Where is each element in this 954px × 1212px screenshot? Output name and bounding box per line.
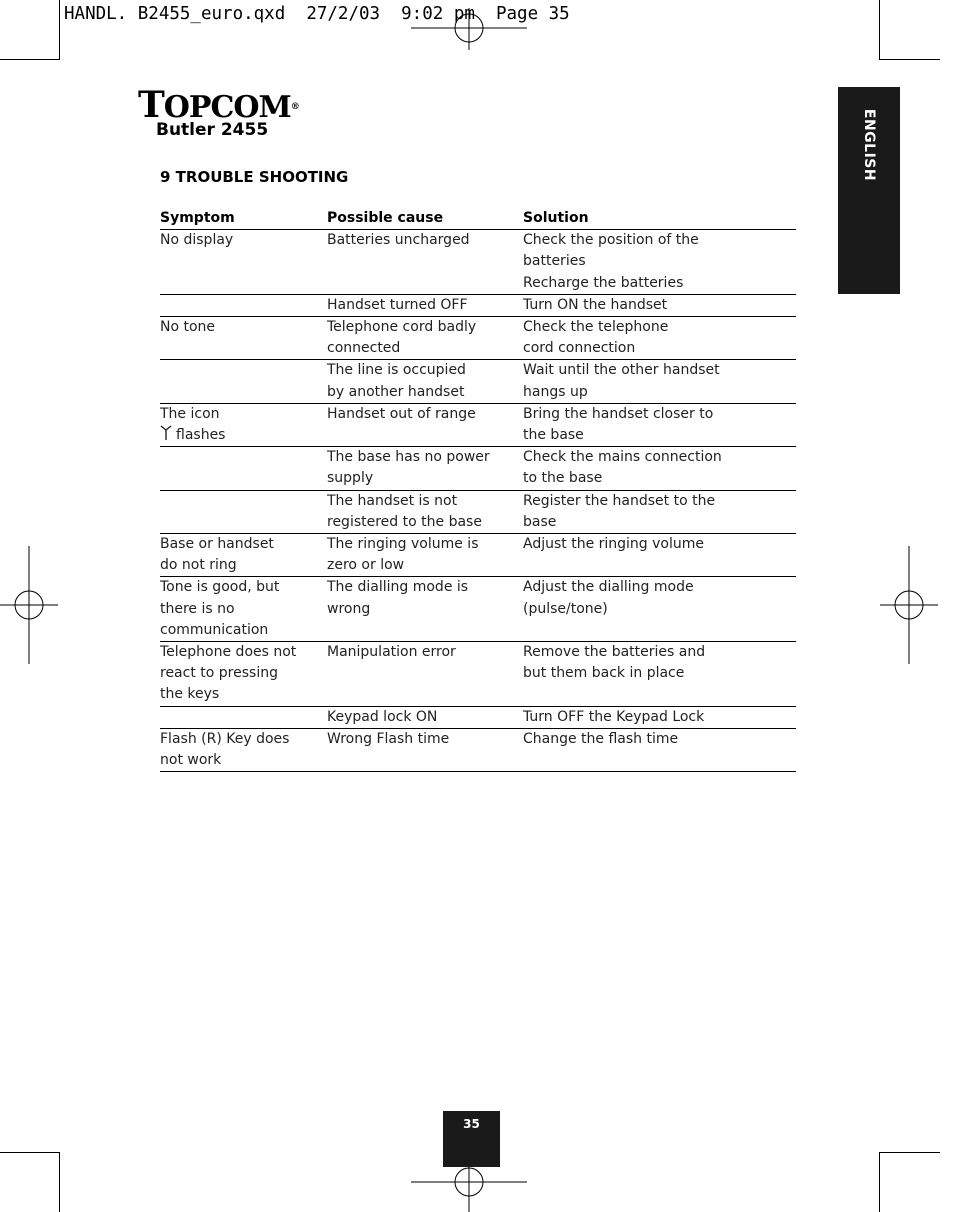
cell-line: Flash (R) Key does [160, 730, 290, 747]
cell-line: The ringing volume is [327, 536, 479, 553]
crop-mark [879, 0, 880, 60]
cell-line: hangs up [523, 383, 588, 400]
registration-mark-right [880, 546, 940, 664]
table-row [160, 577, 796, 642]
cell-cause [327, 230, 523, 295]
cell-cause [327, 706, 523, 728]
language-tab-label: ENGLISH [861, 108, 877, 182]
cell-line: Check the telephone [523, 319, 669, 336]
antenna-icon [160, 425, 172, 441]
cell-line: Base or handset [160, 536, 274, 553]
cell-solution [523, 317, 796, 360]
cell-cause [327, 577, 523, 642]
cell-line: by another handset [327, 383, 465, 400]
table-row [160, 294, 796, 316]
cell-line: react to pressing [160, 665, 278, 682]
cell-line: Handset out of range [327, 405, 476, 422]
table-row [160, 230, 796, 295]
cell-symptom [160, 230, 327, 295]
cell-symptom [160, 534, 327, 577]
cell-line: No display [160, 232, 234, 249]
cell-line: Check the mains connection [523, 449, 722, 466]
cell-solution [523, 490, 796, 533]
page-number: 35 [463, 1117, 480, 1131]
table-row [160, 317, 796, 360]
cell-line [160, 707, 327, 728]
table-row [160, 403, 796, 446]
cell-line: No tone [160, 319, 216, 336]
crop-mark [59, 1152, 60, 1212]
cell-line: base [523, 513, 557, 530]
cell-line: Keypad lock ON [327, 708, 438, 725]
crop-mark [880, 1152, 940, 1153]
table-row [160, 447, 796, 490]
cell-solution [523, 706, 796, 728]
brand-logo [138, 84, 299, 126]
cell-symptom [160, 360, 327, 403]
cell-line: the keys [160, 686, 220, 703]
page-number-box [443, 1111, 500, 1167]
cell-cause [327, 294, 523, 316]
column-header-solution: Solution [523, 207, 796, 230]
table-row [160, 706, 796, 728]
cell-line: Turn OFF the Keypad Lock [523, 708, 705, 725]
crop-mark [0, 59, 60, 60]
cell-line: batteries [523, 253, 586, 270]
cell-line: supply [327, 470, 374, 487]
cell-symptom [160, 577, 327, 642]
cell-line: The base has no power [327, 449, 490, 466]
cell-line: Recharge the batteries [523, 274, 684, 291]
cell-line: do not ring [160, 557, 237, 574]
language-tab [838, 87, 900, 294]
cell-symptom [160, 294, 327, 316]
column-header-symptom: Symptom [160, 207, 327, 230]
cell-solution [523, 294, 796, 316]
cell-line: Handset turned OFF [327, 296, 468, 313]
cell-line: Remove the batteries and [523, 644, 706, 661]
cell-line: Telephone does not [160, 644, 297, 661]
cell-symptom [160, 642, 327, 707]
cell-line: connected [327, 340, 401, 357]
cell-cause [327, 360, 523, 403]
cell-symptom [160, 490, 327, 533]
cell-solution [523, 577, 796, 642]
cell-line: the base [523, 427, 584, 444]
cell-line: registered to the base [327, 513, 482, 530]
cell-line: Wait until the other handset [523, 362, 720, 379]
table-row [160, 360, 796, 403]
cell-line: The handset is not [327, 492, 458, 509]
cell-cause [327, 403, 523, 446]
table-body [160, 230, 796, 772]
table-row [160, 642, 796, 707]
cell-solution [523, 230, 796, 295]
section-title: 9 TROUBLE SHOOTING [160, 168, 349, 186]
trouble-shooting-table [160, 207, 796, 772]
table-row [160, 534, 796, 577]
cell-symptom [160, 317, 327, 360]
cell-cause [327, 317, 523, 360]
cell-solution [523, 728, 796, 771]
crop-mark [880, 59, 940, 60]
cell-solution [523, 447, 796, 490]
cell-line: Wrong Flash time [327, 730, 450, 747]
cell-line: communication [160, 621, 269, 638]
cell-line [160, 295, 327, 316]
cell-line: Bring the handset closer to [523, 405, 714, 422]
cell-line: Turn ON the handset [523, 296, 668, 313]
cell-line: but them back in place [523, 665, 685, 682]
crop-mark [59, 0, 60, 60]
cell-line: there is no [160, 600, 235, 617]
cell-cause [327, 728, 523, 771]
brand-logo-initial: T [138, 84, 164, 126]
cell-line: The icon [160, 405, 220, 422]
cell-line: (pulse/tone) [523, 600, 608, 617]
cell-solution [523, 642, 796, 707]
cell-line: Check the position of the [523, 232, 699, 249]
column-header-cause: Possible cause [327, 207, 523, 230]
table-header-row [160, 207, 796, 230]
cell-cause [327, 642, 523, 707]
cell-solution [523, 534, 796, 577]
cell-line: The dialling mode is [327, 579, 469, 596]
cell-line: to the base [523, 470, 603, 487]
cell-solution [523, 403, 796, 446]
cell-line: The line is occupied [327, 362, 466, 379]
cell-line: not work [160, 752, 222, 769]
cell-line: Adjust the ringing volume [523, 536, 705, 553]
cell-symptom [160, 403, 327, 446]
crop-mark [0, 1152, 60, 1153]
cell-line: zero or low [327, 557, 405, 574]
cell-line [160, 491, 327, 512]
cell-cause [327, 534, 523, 577]
cell-line: Telephone cord badly [327, 319, 477, 336]
cell-line: Manipulation error [327, 644, 456, 661]
cell-symptom [160, 706, 327, 728]
cell-line: Register the handset to the [523, 492, 716, 509]
cell-line: Adjust the dialling mode [523, 579, 694, 596]
cell-cause [327, 490, 523, 533]
table-row [160, 490, 796, 533]
registered-mark: ® [290, 102, 299, 112]
cell-line [160, 447, 327, 468]
cell-line: Change the flash time [523, 730, 679, 747]
table-row [160, 728, 796, 771]
crop-mark [879, 1152, 880, 1212]
registration-mark-left [0, 546, 60, 664]
model-name: Butler 2455 [156, 120, 269, 140]
cell-line [160, 360, 327, 381]
print-slug-line: HANDL. B2455_euro.qxd 27/2/03 9:02 pm Page 35 [64, 4, 570, 24]
cell-line: wrong [327, 600, 371, 617]
cell-symptom [160, 728, 327, 771]
cell-symptom [160, 447, 327, 490]
cell-solution [523, 360, 796, 403]
cell-line [160, 425, 327, 446]
brand-logo-text: OPCOM [163, 90, 291, 125]
cell-line: Tone is good, but [160, 579, 280, 596]
cell-cause [327, 447, 523, 490]
cell-text: flashes [176, 427, 226, 444]
cell-line: cord connection [523, 340, 636, 357]
cell-line: Batteries uncharged [327, 232, 470, 249]
registration-mark-top [411, 8, 529, 50]
